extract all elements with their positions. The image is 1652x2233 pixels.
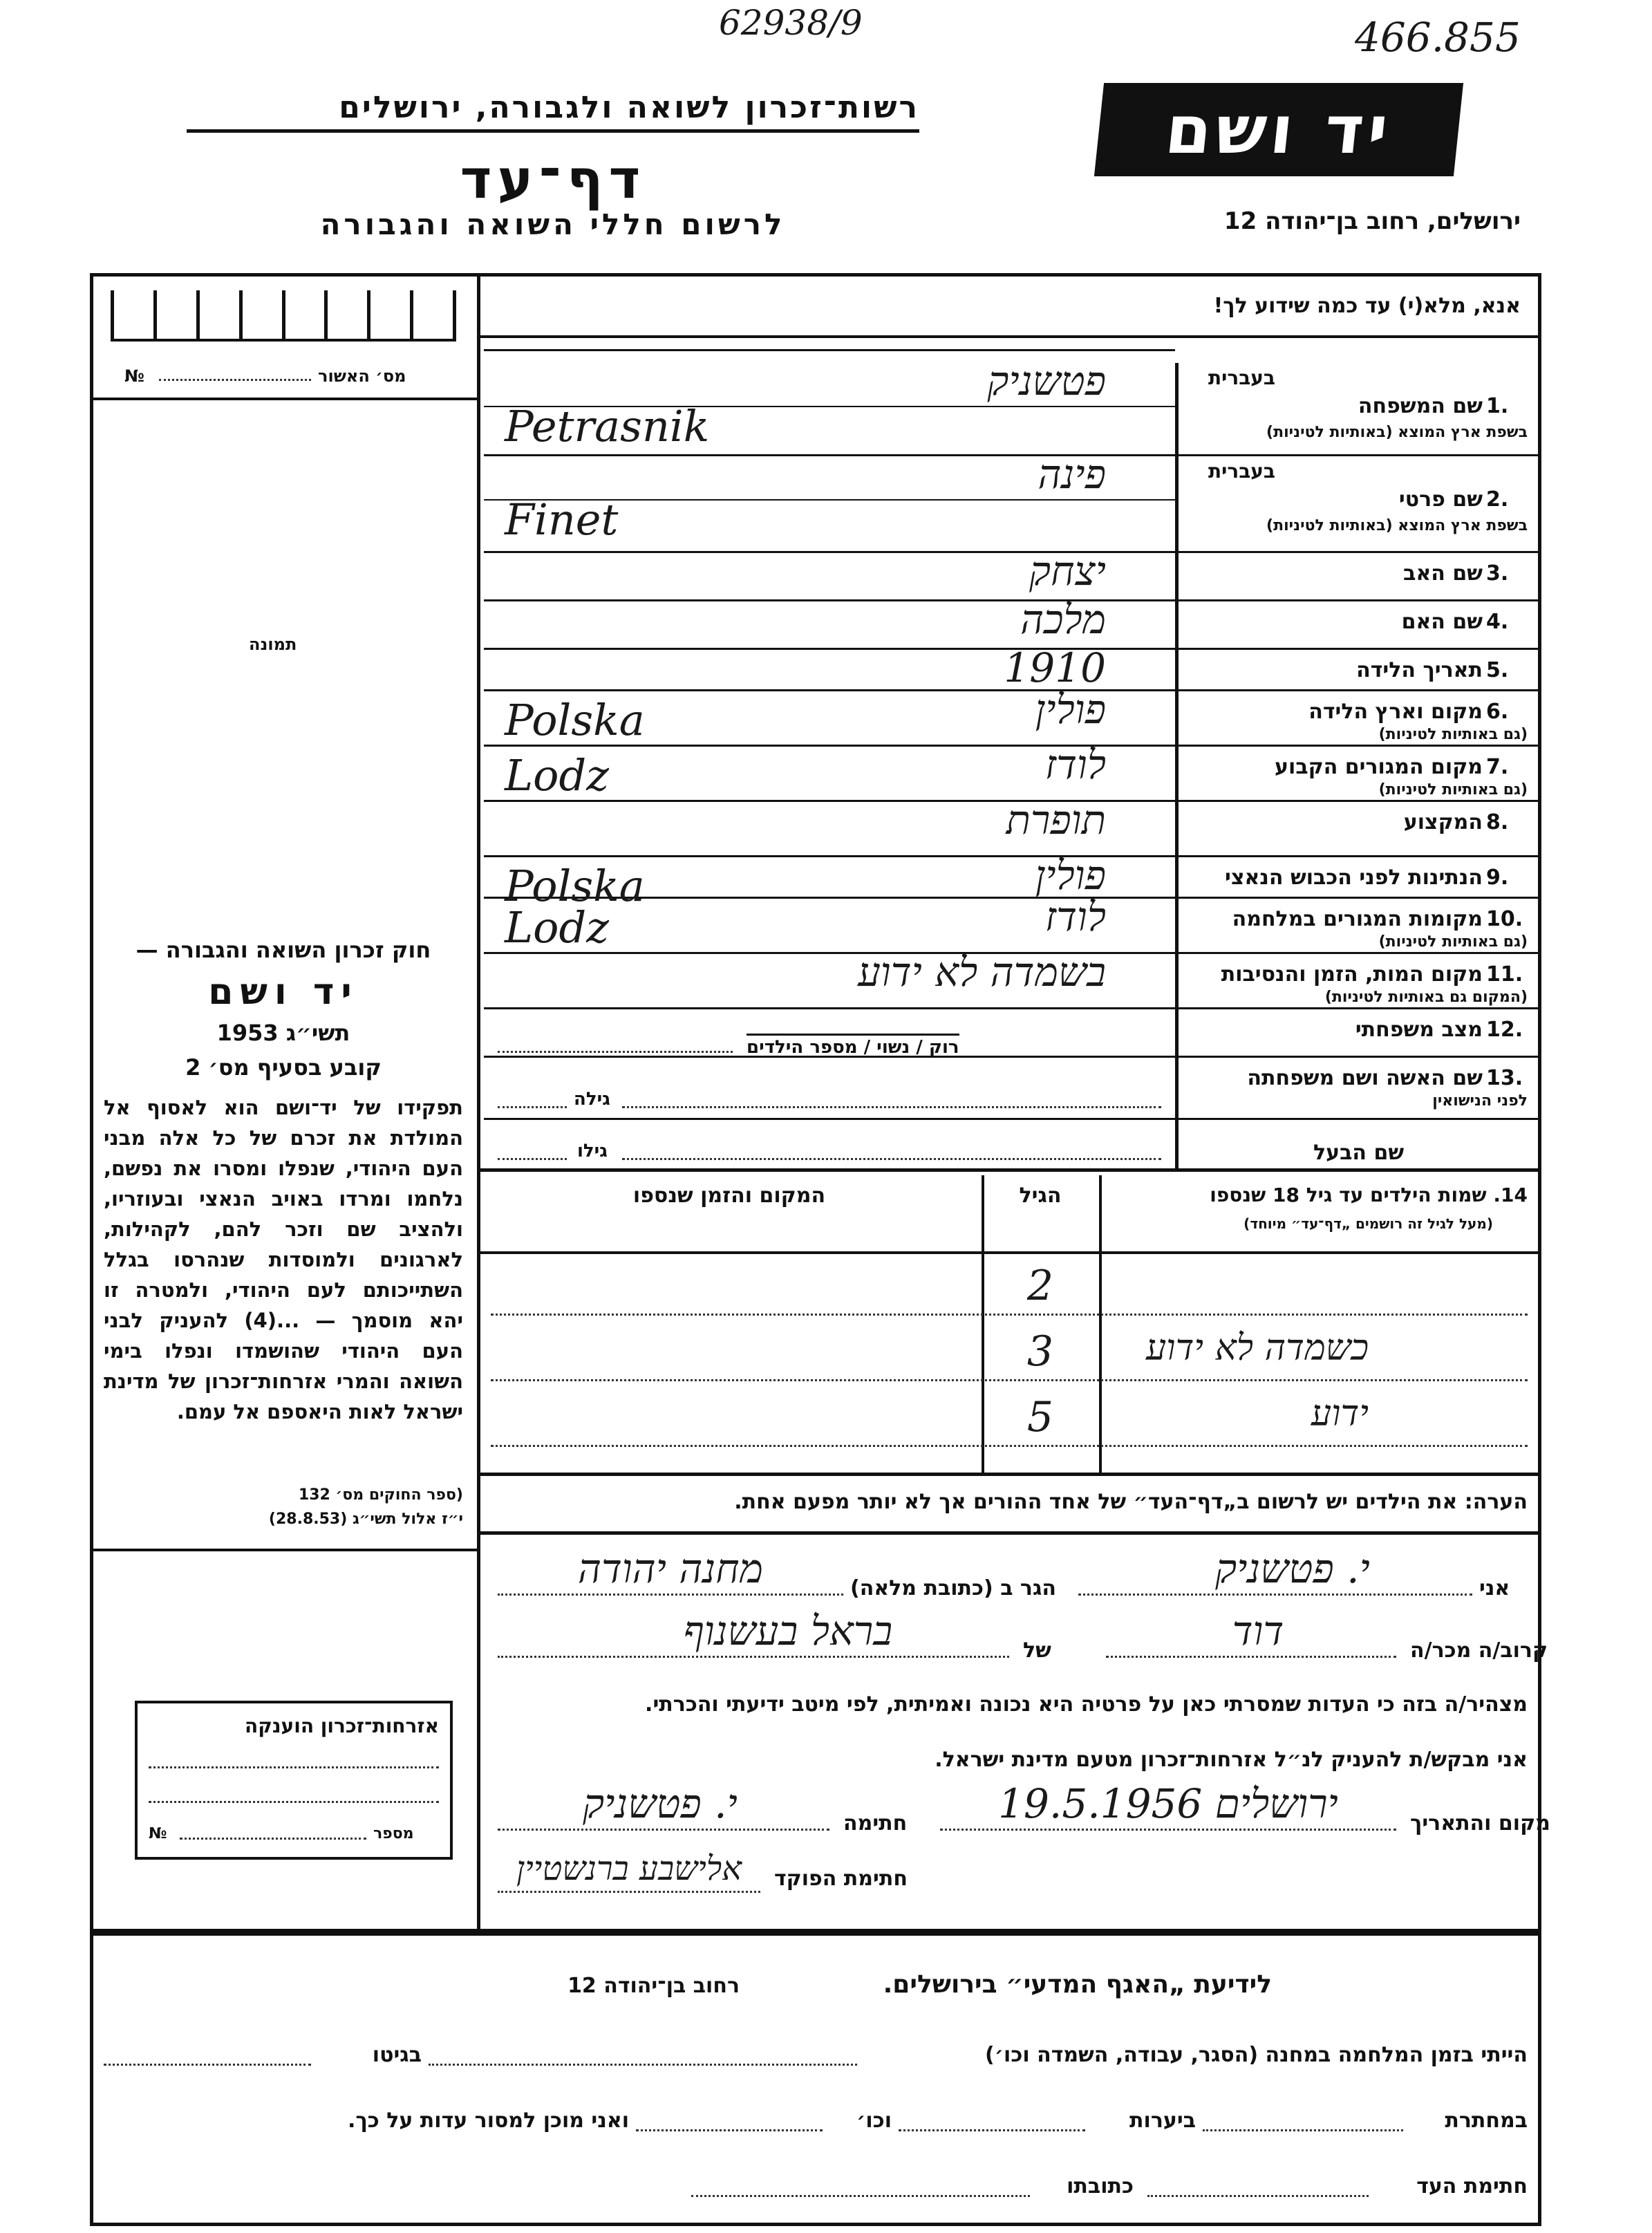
husband-age-label: גילו	[577, 1141, 608, 1161]
field-value-latin-6: Polska	[505, 695, 645, 745]
place-date-label: מקום והתאריך	[1410, 1811, 1550, 1835]
footer-witness-signature-field[interactable]	[1147, 2195, 1369, 2197]
law-source-date: י״ז אלול תשי״ג (28.8.53)	[268, 1511, 463, 1528]
field-hebrew-tag-1: בעברית	[1208, 366, 1275, 389]
field-label-7: מקום המגורים הקבוע	[1275, 755, 1483, 779]
left-column-divider	[477, 273, 480, 1932]
marital-status-field[interactable]	[498, 1051, 733, 1053]
field-number-9: 9.	[1486, 866, 1509, 890]
archive-number-right: 466.855	[1355, 14, 1521, 61]
field-label-9: הנתינות לפני הכבוש הנאצי	[1225, 866, 1483, 890]
footer-line2-forests: ביערות	[1129, 2109, 1196, 2133]
husband-label: שם הבעל	[1313, 1141, 1405, 1165]
field-input-4[interactable]	[484, 601, 1175, 650]
footer-line2-end: ואני מוכן למסור עדות על כך.	[348, 2109, 629, 2133]
field-label-10: מקומות המגורים במלחמה	[1232, 907, 1483, 931]
field-label-11: מקום המות, הזמן והנסיבות	[1221, 962, 1483, 987]
authority-title: רשות־זכרון לשואה ולגבורה, ירושלים	[187, 90, 919, 133]
field-input-3[interactable]	[484, 553, 1175, 601]
form-title: דף־עד	[460, 149, 646, 211]
wife-name-field[interactable]	[622, 1106, 1161, 1108]
field-number-4: 4.	[1486, 610, 1509, 634]
law-name: יד ושם	[208, 971, 359, 1013]
relation-of-label: של	[1023, 1638, 1051, 1663]
children-header-sub: (מעל לגיל זה רושמים „דף־עד״ מיוחד)	[1243, 1215, 1493, 1232]
field-input-7[interactable]	[484, 747, 1175, 802]
child-age: 5	[1026, 1393, 1054, 1441]
approval-no-label: №	[124, 366, 144, 386]
field-input-10[interactable]	[484, 899, 1175, 954]
footer-ghetto-field[interactable]	[104, 2064, 311, 2066]
law-year: תשי״ג 1953	[216, 1020, 350, 1046]
field-value-hebrew-9: פולין	[1035, 852, 1106, 899]
field-input-2[interactable]	[484, 456, 1175, 553]
footer-line1-label: הייתי בזמן המלחמה במחנה (הסגר, עבודה, השמדה וכו׳)	[985, 2043, 1528, 2067]
relation-of-value: בראל בעשנוף	[683, 1607, 893, 1654]
footer-line2-underground: במחתרת	[1445, 2109, 1528, 2133]
declarant-i-label: אני	[1479, 1576, 1510, 1600]
field-label-5: תאריך הלידה	[1356, 658, 1483, 682]
citizenship-request: אני מבקש/ת להעניק לנ״ל אזרחות־זכרון מטעם מדינת ישראל.	[935, 1748, 1528, 1772]
approval-number-field[interactable]	[159, 379, 311, 381]
relation-of-field[interactable]	[498, 1656, 1009, 1658]
official-signature-field[interactable]	[498, 1891, 760, 1893]
child-name: כשמדה לא ידוע	[1145, 1327, 1369, 1369]
field-hebrew-tag-2: בעברית	[1208, 460, 1275, 483]
children-header-names: 14. שמות הילדים עד גיל 18 שנספו	[1210, 1184, 1528, 1206]
photo-area[interactable]	[97, 408, 473, 919]
footer-address: רחוב בן־יהודה 12	[567, 1974, 740, 1998]
footer-title: לידיעת „האגף המדעי״ בירושלים.	[883, 1970, 1272, 1999]
relation-value: דוד	[1232, 1607, 1284, 1654]
field-input-11[interactable]	[484, 954, 1175, 1009]
field-value-latin-7: Lodz	[505, 750, 609, 801]
wife-age-field[interactable]	[498, 1106, 567, 1108]
field-sublabel-10: (גם באותיות לטיניות)	[1378, 933, 1528, 951]
field-number-7: 7.	[1486, 755, 1509, 779]
children-header-age: הגיל	[1019, 1184, 1062, 1208]
footer-witness-address-label: כתובתו	[1067, 2174, 1134, 2198]
field-value-latin-1: Petrasnik	[505, 401, 710, 451]
field-number-6: 6.	[1486, 700, 1509, 724]
field-label-13: שם האשה ושם משפחתה	[1247, 1066, 1483, 1090]
field-label-12: מצב משפחתי	[1355, 1018, 1483, 1042]
field-sublabel-13: לפני הנישואין	[1432, 1092, 1528, 1110]
signature-value: י. פטשניק	[583, 1780, 738, 1827]
field-value-latin-10: Lodz	[505, 902, 609, 953]
header-address: ירושלים, רחוב בן־יהודה 12	[1223, 207, 1521, 235]
child-row[interactable]	[484, 1265, 1534, 1320]
footer-forests-field[interactable]	[899, 2129, 1085, 2131]
footer-etc-field[interactable]	[636, 2129, 823, 2131]
field-number-11: 11.	[1486, 962, 1523, 987]
field-value-hebrew-5: 1910	[1004, 644, 1106, 691]
child-age: 2	[1026, 1262, 1054, 1310]
husband-name-field[interactable]	[622, 1158, 1161, 1160]
field-number-13: 13.	[1486, 1066, 1523, 1090]
archive-number-left: 62938/9	[719, 3, 863, 43]
field-label-3: שם האב	[1403, 561, 1483, 586]
field-number-3: 3.	[1486, 561, 1509, 586]
wife-age-label: גילה	[574, 1089, 610, 1110]
field-input-9[interactable]	[484, 857, 1175, 899]
field-sublabel-11: (המקום גם באותיות לטיניות)	[1324, 989, 1528, 1006]
footer-line1-end: בגיטו	[372, 2043, 422, 2067]
footer-underground-field[interactable]	[1203, 2129, 1403, 2131]
field-value-hebrew-11: בשמדה לא ידוע	[858, 949, 1106, 996]
citizenship-box-title: אזרחות־זכרון הוענקה	[245, 1715, 439, 1737]
field-input-5[interactable]	[484, 650, 1175, 691]
marital-options: רוק / נשוי / מספר הילדים	[747, 1034, 959, 1058]
footer-line2-etc: וכו׳	[856, 2109, 892, 2133]
footer-witness-address-field[interactable]	[691, 2195, 1030, 2197]
field-number-2: 2.	[1486, 487, 1509, 512]
approval-number-cells	[111, 290, 456, 339]
citizenship-no-label: №	[149, 1825, 167, 1842]
form-subtitle: לרשום חללי השואה והגבורה	[320, 207, 786, 241]
footer-camp-field[interactable]	[429, 2064, 857, 2066]
children-note: הערה: את הילדים יש לרשום ב„דף־העד״ של אחד ההורים אך לא יותר מפעם אחת.	[734, 1490, 1528, 1514]
declarant-name: י. פטשניק	[1215, 1545, 1370, 1592]
field-label-2: שם פרטי	[1398, 487, 1483, 512]
field-sublabel-2: בשפת ארץ המוצא (באותיות לטיניות)	[1266, 517, 1528, 534]
field-input-8[interactable]	[484, 802, 1175, 857]
husband-age-field[interactable]	[498, 1158, 567, 1160]
law-title: חוק זכרון השואה והגבורה —	[135, 937, 431, 963]
field-input-1[interactable]	[484, 363, 1175, 456]
field-value-latin-9: Polska	[505, 861, 645, 911]
field-input-6[interactable]	[484, 691, 1175, 747]
field-label-1: שם המשפחה	[1358, 394, 1483, 418]
field-label-8: המקצוע	[1403, 810, 1483, 834]
field-label-6: מקום וארץ הלידה	[1308, 700, 1483, 724]
signature-field[interactable]	[498, 1829, 829, 1831]
signature-label: חתימה	[843, 1811, 908, 1835]
field-number-5: 5.	[1486, 658, 1509, 682]
field-value-hebrew-3: יצחק	[1029, 548, 1106, 595]
field-sublabel-6: (גם באותיות לטיניות)	[1378, 726, 1528, 743]
field-number-10: 10.	[1486, 907, 1523, 931]
child-age: 3	[1026, 1327, 1054, 1376]
declarant-name-field[interactable]	[1078, 1594, 1472, 1596]
declarant-address-field[interactable]	[498, 1594, 843, 1596]
law-clause: קובע בסעיף מס׳ 2	[185, 1054, 382, 1081]
field-value-hebrew-4: מלכה	[1020, 596, 1106, 643]
law-source: (ספר החוקים מס׳ 132	[298, 1486, 463, 1504]
place-date-value: ירושלים 19.5.1956	[998, 1780, 1338, 1827]
official-signature-value: אלישבע ברנשטיין	[516, 1849, 742, 1888]
approval-label: מס׳ האשור	[318, 366, 406, 386]
citizenship-number-label: מספר	[373, 1825, 414, 1842]
children-header-place: המקום והזמן שנספו	[632, 1184, 826, 1208]
yad-vashem-logo: יד ושם	[1094, 83, 1463, 176]
field-value-hebrew-10: לודז	[1044, 893, 1106, 940]
field-number-1: 1.	[1486, 394, 1509, 418]
field-number-12: 12.	[1486, 1018, 1523, 1042]
declaration-statement: מצהיר/ה בזה כי העדות שמסרתי כאן על פרטיה היא נכונה ואמיתית, לפי מיטב ידיעתי והכרתי.	[645, 1692, 1528, 1717]
footer-witness-signature-label: חתימת העד	[1416, 2174, 1528, 2198]
declarant-address: מחנה יהודה	[578, 1545, 763, 1592]
child-name: ידוע	[1311, 1393, 1369, 1435]
photo-label: תמונה	[249, 635, 297, 654]
field-label-4: שם האם	[1401, 610, 1483, 634]
child-row[interactable]	[484, 1331, 1534, 1386]
relation-field[interactable]	[1106, 1656, 1396, 1658]
place-date-field[interactable]	[940, 1829, 1396, 1831]
relation-label: קרוב/ה מכר/ה	[1410, 1638, 1548, 1663]
field-value-hebrew-1: פטשניק	[987, 357, 1106, 404]
field-number-8: 8.	[1486, 810, 1509, 834]
law-text: תפקידו של יד־ושם הוא לאסוף אל המולדת את זכרם של כל אלה מבני העם היהודי, שנפלו ומסרו את נפשם, נלחמו ומרדו באויב הנאצי ובעוזריו, ולהציב שם וזכר להם, לקהילות, לארגונים ולמוסדות שנהרסו בגלל השתייכותם לעם היהודי, ולמטרה זו יהא מוסמך — ...(4) להעניק לבני העם היהודי שהושמדו ונפלו בימי השואה והמרי אזרחות־זכרון של מדינת ישראל לאות היאספם אל עמם.	[104, 1096, 463, 1423]
field-sublabel-7: (גם באותיות לטיניות)	[1378, 781, 1528, 798]
citizenship-number-field[interactable]	[180, 1838, 366, 1840]
field-value-latin-2: Finet	[505, 494, 619, 545]
child-row[interactable]	[484, 1396, 1534, 1452]
official-signature-label: חתימת הפוקד	[774, 1867, 908, 1891]
field-sublabel-1: בשפת ארץ המוצא (באותיות לטיניות)	[1266, 424, 1528, 441]
field-value-hebrew-7: לודז	[1044, 741, 1106, 788]
resident-label: הגר ב (כתובת מלאה)	[850, 1576, 1057, 1600]
field-value-hebrew-2: פינה	[1038, 451, 1106, 498]
field-value-hebrew-6: פולין	[1035, 686, 1106, 733]
instruction-text: אנא, מלא(י) עד כמה שידוע לך!	[1213, 294, 1521, 318]
field-value-hebrew-8: תופרת	[1006, 796, 1106, 843]
